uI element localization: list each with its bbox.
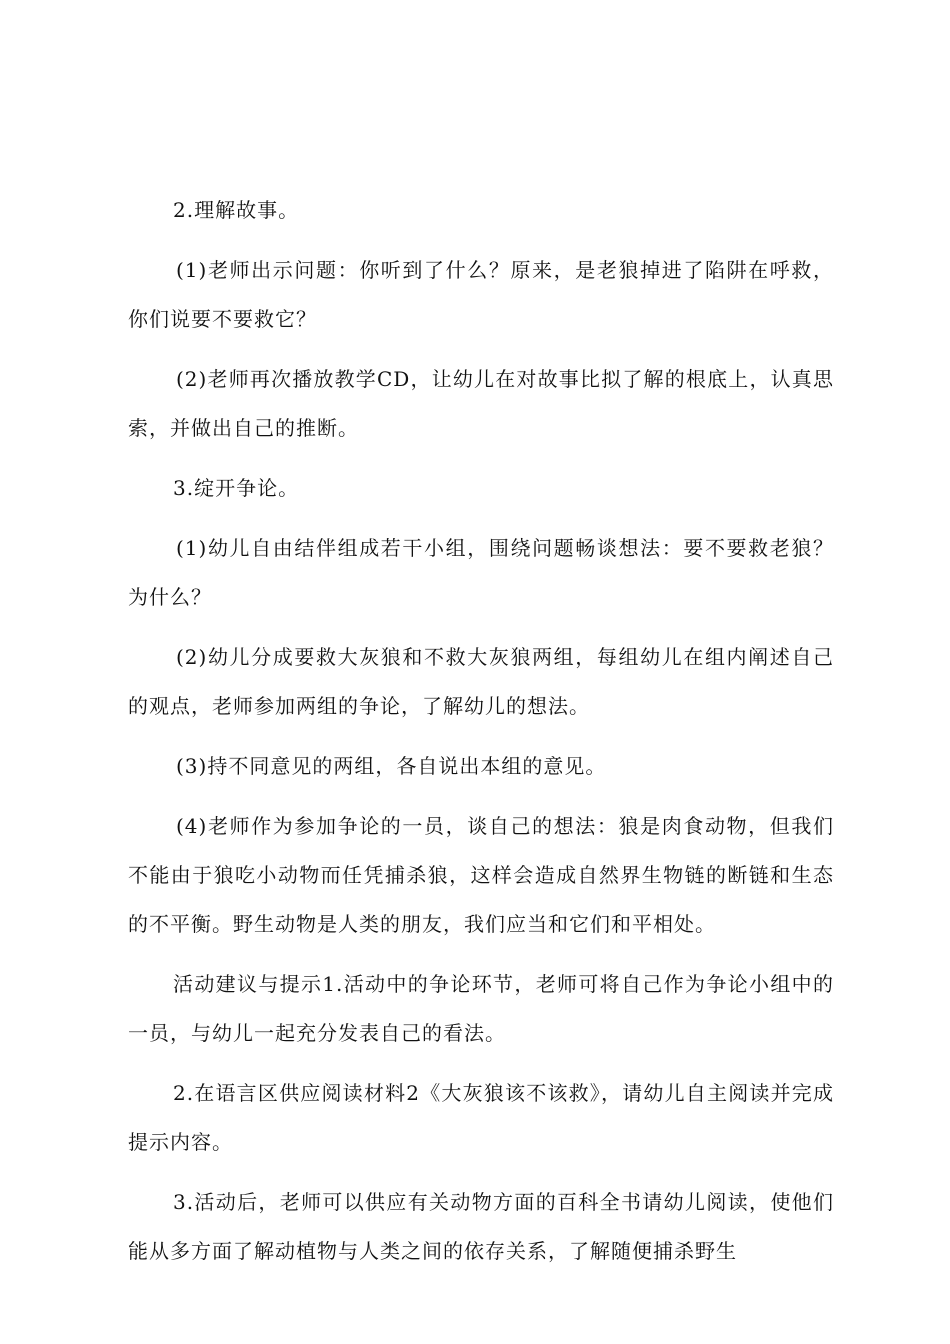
- document-body: [128, 186, 834, 1287]
- paragraph-heading-understand-story: 2.理解故事。: [173, 198, 300, 222]
- paragraph-replay-cd: (2)老师再次播放教学CD，让幼儿在对故事比拟了解的根底上，认真思索，并做出自己的推断。: [128, 367, 834, 440]
- paragraph-activity-suggestion: 活动建议与提示1.活动中的争论环节，老师可将自己作为争论小组中的一员，与幼儿一起充分发表自己的看法。: [128, 972, 834, 1045]
- paragraph-heading-discussion: 3.绽开争论。: [173, 476, 300, 500]
- paragraph-teacher-view: (4)老师作为参加争论的一员，谈自己的想法：狼是肉食动物，但我们不能由于狼吃小动物而任凭捕杀狼，这样会造成自然界生物链的断链和生态的不平衡。野生动物是人类的朋友，我们应当和它们和平相处。: [128, 814, 834, 936]
- paragraph-opinions: (3)持不同意见的两组，各自说出本组的意见。: [176, 754, 607, 778]
- paragraph-question: (1)老师出示问题：你听到了什么？原来，是老狼掉进了陷阱在呼救，你们说要不要救它？: [128, 258, 834, 331]
- paragraph-two-groups: (2)幼儿分成要救大灰狼和不救大灰狼两组，每组幼儿在组内阐述自己的观点，老师参加两组的争论，了解幼儿的想法。: [128, 645, 834, 718]
- paragraph-group-talk: (1)幼儿自由结伴组成若干小组，围绕问题畅谈想法：要不要救老狼？为什么？: [128, 536, 834, 609]
- paragraph-reading-material: 2.在语言区供应阅读材料2《大灰狼该不该救》，请幼儿自主阅读并完成提示内容。: [128, 1081, 834, 1154]
- paragraph-after-activity: 3.活动后，老师可以供应有关动物方面的百科全书请幼儿阅读，使他们能从多方面了解动植物与人类之间的依存关系，了解随便捕杀野生: [128, 1190, 834, 1263]
